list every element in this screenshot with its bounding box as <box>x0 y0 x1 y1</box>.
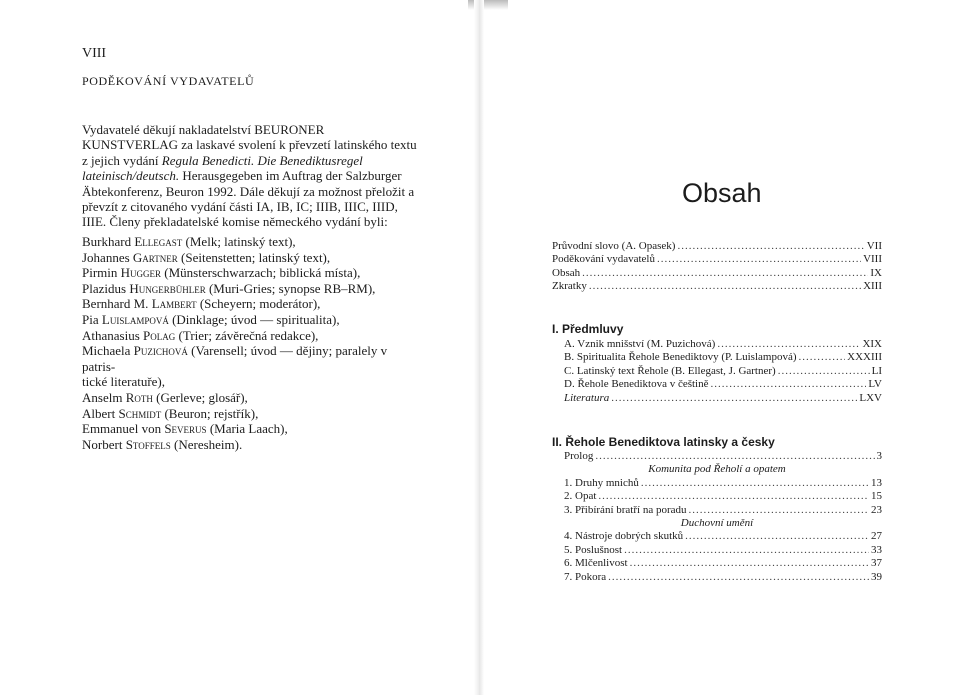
toc-leader-dots <box>630 557 869 570</box>
surname: Stoffels <box>125 436 171 452</box>
translator-entry <box>82 374 422 390</box>
surname: Hugger <box>120 265 162 281</box>
toc-entry-page: 15 <box>871 490 882 503</box>
toc-entry[interactable] <box>552 557 882 570</box>
toc-entry-page: 37 <box>871 557 882 570</box>
toc-entry[interactable] <box>552 544 882 557</box>
toc-entry-label: 2. Opat <box>564 490 597 503</box>
translator-entry <box>82 234 422 250</box>
toc-entry[interactable] <box>552 392 882 405</box>
toc-entry-page: 23 <box>871 503 882 516</box>
given-name: Pirmin <box>82 265 121 281</box>
toc-entry-label: B. Spiritualita Řehole Benediktovy (P. Luislampová) <box>564 351 797 364</box>
toc-entry-label: Literatura <box>564 391 610 404</box>
toc-title: Obsah <box>682 178 762 208</box>
surname: Ellegast <box>134 234 183 249</box>
toc-entry[interactable] <box>552 530 882 543</box>
toc-entry-page: 39 <box>871 570 882 583</box>
toc-part-2 <box>552 434 882 584</box>
toc-entry-page: VII <box>866 240 882 252</box>
toc-entry-page: LXV <box>859 391 882 404</box>
toc-entry[interactable] <box>552 280 882 293</box>
toc-entry-label: Prolog <box>564 450 594 462</box>
toc-entry-page: 13 <box>871 476 882 489</box>
toc-entry-label: 4. Nástroje dobrých skutků <box>564 530 684 543</box>
surname: Roth <box>125 389 153 405</box>
role-note: (Neresheim). <box>170 436 243 452</box>
given-name: Pia <box>82 311 102 327</box>
toc-leader-dots <box>598 490 869 503</box>
surname: Schmidt <box>118 405 162 421</box>
toc-leader-dots <box>624 544 869 557</box>
running-header: PODĚKOVÁNÍ VYDAVATELŮ <box>82 74 255 88</box>
toc-leader-dots <box>641 477 869 490</box>
translator-entry <box>82 328 422 344</box>
surname: Lambert <box>151 296 197 312</box>
toc-entry-label: Obsah <box>552 266 581 279</box>
toc-entry-page: XXXIII <box>847 351 882 364</box>
role-note: (Muri-Gries; synopse RB–RM), <box>205 280 376 296</box>
toc-entry-page: 3 <box>876 450 882 462</box>
toc-leader-dots <box>799 351 846 364</box>
toc-entry-label: A. Vznik mnišství (M. Puzichová) <box>564 338 716 350</box>
given-name: Anselm <box>82 389 126 405</box>
given-name: Johannes <box>82 249 133 265</box>
translator-entry <box>82 312 422 328</box>
toc-entry-label: 5. Poslušnost <box>564 543 623 556</box>
left-page <box>0 0 478 695</box>
toc-leader-dots <box>778 365 870 378</box>
role-note: (Dinklage; úvod — spiritualita), <box>168 311 340 327</box>
translator-entry <box>82 296 422 312</box>
toc-entry-page: XIX <box>862 338 882 350</box>
given-name: Emmanuel von <box>82 421 165 437</box>
toc-entry-page: LV <box>868 378 882 391</box>
toc-entry-label: 3. Přibírání bratří na poradu <box>564 503 687 516</box>
translator-entry <box>82 437 422 453</box>
role-note: tické literatuře), <box>82 374 166 390</box>
para-text-2: Herausgegeben im Auftrag der Salzburger Äbtekonferenz, Beuron 1992. Dále děkují za možnost přeložit a převzít z citovaného vydání části IA, IB, IC; IIIB, IIIC, IIID, IIIE. Členy překladatelské komise německého vydání byli: <box>82 168 415 230</box>
role-note: (Trier; závěrečná redakce), <box>175 327 319 343</box>
translator-entry <box>82 265 422 281</box>
translator-entry <box>82 343 422 374</box>
toc-leader-dots <box>711 378 867 391</box>
toc-entry[interactable] <box>552 450 882 463</box>
para-text-1: Vydavatelé děkují nakladatelství BEURONER KUNSTVERLAG za laskavé svolení k převzetí latinského textu z jejich vydání <box>82 122 417 168</box>
translators-list <box>82 234 422 452</box>
given-name: Athanasius <box>82 327 144 343</box>
surname: Gartner <box>132 249 178 265</box>
given-name: Albert <box>82 405 119 421</box>
role-note: (Scheyern; moderátor), <box>196 296 321 312</box>
toc-entry[interactable] <box>552 490 882 503</box>
given-name: Burkhard <box>82 234 135 249</box>
toc-subheading: Komunita pod Řeholí a opatem <box>648 463 786 476</box>
toc-entry-page: LI <box>871 364 882 377</box>
surname: Puzichová <box>133 343 188 359</box>
toc-part-1 <box>552 320 882 405</box>
toc-leader-dots <box>689 504 870 517</box>
toc-leader-dots <box>608 571 869 584</box>
toc-entry[interactable] <box>552 378 882 391</box>
toc-entry[interactable] <box>552 365 882 378</box>
translator-entry <box>82 421 422 437</box>
role-note: (Münsterschwarzach; biblická místa), <box>161 265 361 281</box>
given-name: Plazidus <box>82 280 130 296</box>
surname: Hungerbühler <box>129 280 206 296</box>
toc-entry-label: Průvodní slovo (A. Opasek) <box>552 240 676 252</box>
page-number: VIII <box>82 46 107 61</box>
toc-entry-label: 1. Druhy mnichů <box>564 476 639 489</box>
given-name: Norbert <box>82 436 126 452</box>
toc-entry[interactable] <box>552 477 882 490</box>
toc-leader-dots <box>611 392 857 405</box>
toc-entry-label: Zkratky <box>552 280 587 293</box>
toc-leader-dots <box>657 253 861 266</box>
toc-entry[interactable] <box>552 240 882 253</box>
toc-entry-label: Poděkování vydavatelů <box>552 253 655 266</box>
toc-leader-dots <box>717 338 860 351</box>
given-name: Bernhard M. <box>82 296 152 312</box>
toc-leader-dots <box>589 280 861 293</box>
toc-leader-dots <box>595 450 874 463</box>
toc-entry-page: 27 <box>871 530 882 543</box>
toc-entry-label: 6. Mlčenlivost <box>564 557 628 570</box>
translator-entry <box>82 406 422 422</box>
toc-entry[interactable] <box>552 338 882 351</box>
translator-entry <box>82 281 422 297</box>
toc-part-2-heading: II. Řehole Benediktova latinsky a česky <box>552 435 775 449</box>
toc-subheading: Duchovní umění <box>680 516 754 529</box>
role-note: (Melk; latinský text), <box>182 234 296 249</box>
translator-entry <box>82 390 422 406</box>
para-title-italic: Regula Benedicti. Die Benediktusregel lateinisch/deutsch. <box>82 152 363 184</box>
toc-front-matter <box>552 240 882 294</box>
acknowledgement-paragraph <box>82 122 420 230</box>
toc-entry[interactable] <box>552 267 882 280</box>
role-note: (Varensell; úvod — dějiny; paralely v patris- <box>82 343 388 374</box>
toc-leader-dots <box>582 267 868 280</box>
toc-entry-page: 33 <box>871 543 882 556</box>
toc-leader-dots <box>677 240 864 253</box>
role-note: (Beuron; rejstřík), <box>161 405 259 421</box>
toc-entry[interactable] <box>552 351 882 364</box>
toc-entry[interactable] <box>552 571 882 584</box>
given-name: Michaela <box>82 343 134 359</box>
surname: Polag <box>143 327 176 343</box>
toc-part-1-heading: I. Předmluvy <box>552 322 624 336</box>
toc-entry-page: IX <box>870 266 882 279</box>
role-note: (Gerleve; glosář), <box>152 389 248 405</box>
surname: Severus <box>164 421 207 437</box>
toc-entry-label: D. Řehole Benediktova v češtině <box>564 378 709 391</box>
toc-entry-page: XIII <box>863 280 882 293</box>
toc-entry-label: 7. Pokora <box>564 570 607 583</box>
surname: Luislampová <box>101 311 169 327</box>
toc-entry[interactable] <box>552 504 882 517</box>
toc-entry-page: VIII <box>863 253 882 266</box>
toc-entry-label: C. Latinský text Řehole (B. Ellegast, J. Gartner) <box>564 364 776 377</box>
translator-entry <box>82 250 422 266</box>
toc-entry[interactable] <box>552 253 882 266</box>
role-note: (Seitenstetten; latinský text), <box>177 249 331 265</box>
toc-leader-dots <box>685 530 869 543</box>
role-note: (Maria Laach), <box>206 421 288 437</box>
